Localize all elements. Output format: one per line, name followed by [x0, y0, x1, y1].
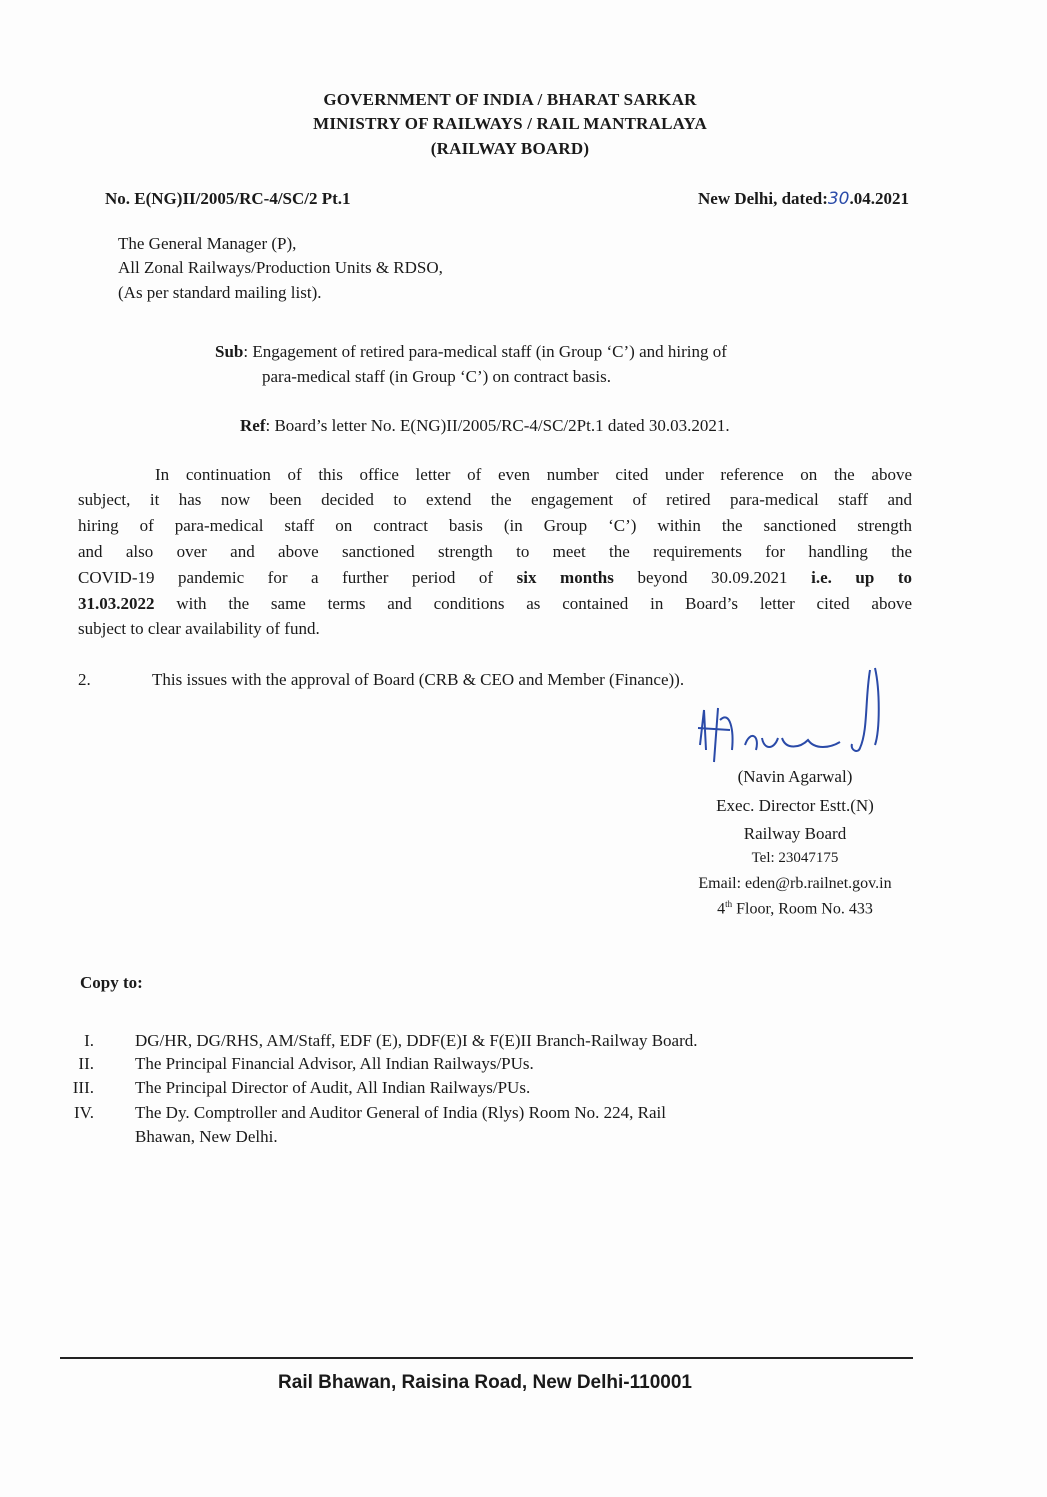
subject-label: Sub: [215, 342, 244, 361]
signatory-office: Railway Board: [743, 824, 847, 843]
copy-item-number: III.: [72, 1078, 94, 1097]
header-line-1: GOVERNMENT OF INDIA / BHARAT SARKAR: [323, 90, 697, 109]
copy-item-text-continued: Bhawan, New Delhi.: [135, 1127, 278, 1146]
floor-number: 4: [717, 900, 726, 918]
addressee-line: (As per standard mailing list).: [118, 283, 322, 302]
paragraph-2-text: This issues with the approval of Board (CRB & CEO and Member (Finance)).: [152, 670, 685, 689]
header-line-2: MINISTRY OF RAILWAYS / RAIL MANTRALAYA: [313, 114, 707, 133]
date-day-handwritten: 30: [827, 189, 850, 209]
floor-room: Floor, Room No. 433: [732, 900, 873, 918]
subject-text: : Engagement of retired para-medical staff (in Group ‘C’) and hiring of: [243, 342, 727, 361]
signatory-name: (Navin Agarwal): [737, 767, 853, 786]
text: COVID-19 pandemic for a further period of: [78, 568, 494, 587]
date-rest: .04.2021: [849, 189, 909, 208]
copy-item-text: DG/HR, DG/RHS, AM/Staff, EDF (E), DDF(E)I & F(E)II Branch-Railway Board.: [135, 1031, 698, 1050]
copy-item-text: The Principal Financial Advisor, All Indian Railways/PUs.: [135, 1054, 534, 1073]
signatory-email: Email: eden@rb.railnet.gov.in: [698, 875, 892, 892]
floor-suffix: th: [725, 899, 733, 909]
copy-item-number: II.: [78, 1054, 94, 1073]
copy-item-text: The Principal Director of Audit, All Indian Railways/PUs.: [135, 1078, 531, 1097]
signatory-tel: Tel: 23047175: [751, 850, 839, 866]
paragraph-line: subject to clear availability of fund.: [78, 619, 320, 638]
addressee-line: All Zonal Railways/Production Units & RDSO,: [118, 258, 443, 277]
signatory-designation: Exec. Director Estt.(N): [716, 796, 874, 815]
paragraph-line: and also over and above sanctioned strength to meet the requirements for handling the: [78, 542, 912, 561]
signature: [690, 650, 910, 775]
letter-date: [698, 189, 909, 209]
copy-item-number: I.: [84, 1031, 94, 1050]
signatory-room: [640, 899, 950, 918]
reference-label: Ref: [240, 416, 266, 435]
paragraph-line: hiring of para-medical staff on contract basis (in Group ‘C’) within the sanctioned strength: [78, 516, 912, 535]
emphasis: i.e. up to: [811, 568, 913, 587]
addressee-line: The General Manager (P),: [118, 234, 297, 253]
text: beyond 30.09.2021: [637, 568, 788, 587]
header-line-3: (RAILWAY BOARD): [430, 139, 590, 158]
footer-address: Rail Bhawan, Raisina Road, New Delhi-110001: [278, 1372, 692, 1393]
copy-item-text: The Dy. Comptroller and Auditor General of India (Rlys) Room No. 224, Rail: [135, 1103, 667, 1122]
text: with the same terms and conditions as contained in Board’s letter cited above: [176, 594, 912, 613]
paragraph-2-number: 2.: [78, 670, 91, 689]
date-prefix: New Delhi, dated:: [698, 189, 828, 208]
paragraph-line: In continuation of this office letter of even number cited under reference on the above: [155, 465, 912, 484]
paragraph-line: [78, 568, 912, 588]
subject-line-1: [215, 342, 727, 362]
paragraph-line: subject, it has now been decided to extend the engagement of retired para-medical staff and: [78, 490, 912, 509]
reference-line: [240, 416, 730, 436]
emphasis: six months: [516, 568, 614, 587]
copy-to-label: Copy to:: [80, 973, 143, 992]
emphasis: 31.03.2022: [78, 594, 155, 613]
copy-item-number: IV.: [74, 1103, 94, 1122]
subject-line-2: para-medical staff (in Group ‘C’) on contract basis.: [262, 367, 612, 386]
paragraph-line: [78, 594, 912, 614]
reference-text: : Board’s letter No. E(NG)II/2005/RC-4/SC/2Pt.1 dated 30.03.2021.: [265, 416, 730, 435]
footer-divider: [60, 1357, 913, 1359]
reference-number: No. E(NG)II/2005/RC-4/SC/2 Pt.1: [105, 189, 351, 208]
